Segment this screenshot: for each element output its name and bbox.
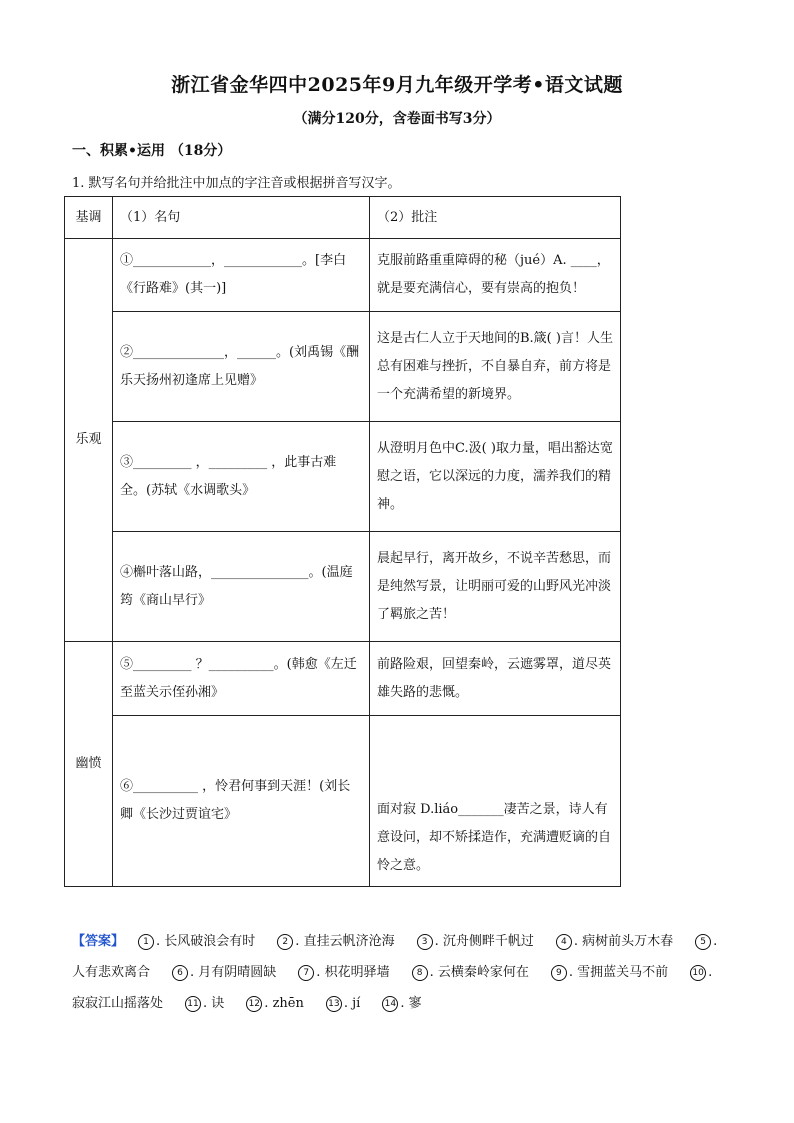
answer-number-badge: 10: [690, 965, 706, 981]
answer-number-badge: 12: [246, 996, 262, 1012]
note-cell: 这是古仁人立于天地间的B.箴( )言！人生总有困难与挫折，不自暴自弃，前方将是一个充满希望的新境界。: [370, 312, 621, 422]
answer-text: 寂寂江山摇落处: [72, 996, 164, 1011]
table-row: [65, 642, 621, 716]
header-quote: （1）名句: [113, 197, 370, 239]
answer-number-badge: 4: [556, 934, 572, 950]
answer-number-badge: 14: [382, 996, 398, 1012]
answer-item: 13 . jí: [326, 996, 360, 1011]
answer-item: 12 . zhēn: [246, 996, 304, 1011]
answer-item: 11 . 诀: [185, 996, 224, 1011]
note-cell: 晨起早行，离开故乡，不说辛苦愁思，而是纯然写景，让明丽可爱的山野风光冲淡了羁旅之苦！: [370, 532, 621, 642]
poem-table: [64, 196, 621, 887]
answer-text: 直挂云帆济沧海: [303, 934, 395, 949]
answer-number-badge: 9: [551, 965, 567, 981]
answer-block: [72, 926, 726, 1019]
answer-text: 雪拥蓝关马不前: [577, 965, 669, 980]
tone-cell-resentful: 幽愤: [65, 642, 113, 887]
answer-item: 10 . 寂寂江山摇落处: [72, 965, 713, 1011]
answer-text: 诀: [211, 996, 225, 1011]
note-cell: 克服前路重重障碍的秘（jué）A. ____，就是要充满信心，要有崇高的抱负！: [370, 239, 621, 312]
answer-text: 寥: [408, 996, 422, 1011]
answer-item: 6 . 月有阴晴圆缺: [172, 965, 276, 980]
table-row: [65, 532, 621, 642]
answer-item: 1 . 长风破浪会有时: [138, 934, 255, 949]
header-key: 基调: [65, 197, 113, 239]
answer-number-badge: 8: [412, 965, 428, 981]
note-cell: 前路险艰，回望秦岭，云遮雾罩，道尽英雄失路的悲慨。: [370, 642, 621, 716]
note-cell: 从澄明月色中C.汲( )取力量，唱出豁达宽慰之语，它以深远的力度，濡养我们的精神。: [370, 422, 621, 532]
answer-item: 9 . 雪拥蓝关马不前: [551, 965, 668, 980]
answer-item: 2 . 直挂云帆济沧海: [277, 934, 394, 949]
answer-label: 【答案】: [72, 934, 125, 949]
answer-text: 枳花明驿墙: [324, 965, 390, 980]
quote-cell: ⑥__________ ，怜君何事到天涯！(刘长卿《长沙过贾谊宅》: [113, 716, 370, 887]
answer-item: 4 . 病树前头万木春: [556, 934, 673, 949]
table-header-row: [65, 197, 621, 239]
answer-number-badge: 2: [277, 934, 293, 950]
answer-text: 病树前头万木春: [582, 934, 674, 949]
table-row: [65, 422, 621, 532]
question-prompt: 1. 默写名句并给批注中加点的字注音或根据拼音写汉字。: [72, 176, 401, 191]
answer-text: 长风破浪会有时: [164, 934, 256, 949]
quote-cell: ①____________，____________。[李白《行路难》(其一)]: [113, 239, 370, 312]
answer-number-badge: 5: [695, 934, 711, 950]
answer-number-badge: 7: [298, 965, 314, 981]
answer-item: 8 . 云横秦岭家何在: [412, 965, 529, 980]
tone-cell-optimistic: 乐观: [65, 239, 113, 642]
table-row: [65, 312, 621, 422]
note-cell: 面对寂 D.liáo_______凄苦之景，诗人有意设问，却不矫揉造作，充满遭贬谪的自怜之意。: [370, 716, 621, 887]
answer-text: 人有悲欢离合: [72, 965, 151, 980]
page-title: 浙江省金华四中2025年9月九年级开学考•语文试题: [171, 74, 623, 96]
answer-text: 沉舟侧畔千帆过: [442, 934, 534, 949]
answer-number-badge: 3: [417, 934, 433, 950]
quote-cell: ④槲叶落山路，_______________。(温庭筠《商山早行》: [113, 532, 370, 642]
answer-number-badge: 11: [185, 996, 201, 1012]
quote-cell: ③_________ ，_________ ，此事古难全。(苏轼《水调歌头》: [113, 422, 370, 532]
answer-list: [72, 934, 717, 1011]
table-row: [65, 239, 621, 312]
answer-text: 月有阴晴圆缺: [198, 965, 277, 980]
answer-item: 3 . 沉舟侧畔千帆过: [417, 934, 534, 949]
answer-number-badge: 6: [172, 965, 188, 981]
answer-text: jí: [352, 996, 361, 1011]
answer-text: 云横秦岭家何在: [437, 965, 529, 980]
quote-cell: ⑤_________ ？__________。(韩愈《左迁至蓝关示侄孙湘》: [113, 642, 370, 716]
page-subtitle: （满分120分，含卷面书写3分）: [293, 111, 501, 127]
section-heading: 一、积累•运用 （18分）: [72, 143, 232, 159]
table-row: [65, 716, 621, 887]
answer-number-badge: 13: [326, 996, 342, 1012]
answer-text: zhēn: [272, 996, 304, 1011]
quote-cell: ②______________，______。(刘禹锡《酬乐天扬州初逢席上见赠》: [113, 312, 370, 422]
answer-number-badge: 1: [138, 934, 154, 950]
header-note: （2）批注: [370, 197, 621, 239]
answer-item: 14 . 寥: [382, 996, 421, 1011]
answer-item: 7 . 枳花明驿墙: [298, 965, 389, 980]
answer-item: 5 . 人有悲欢离合: [72, 934, 718, 980]
